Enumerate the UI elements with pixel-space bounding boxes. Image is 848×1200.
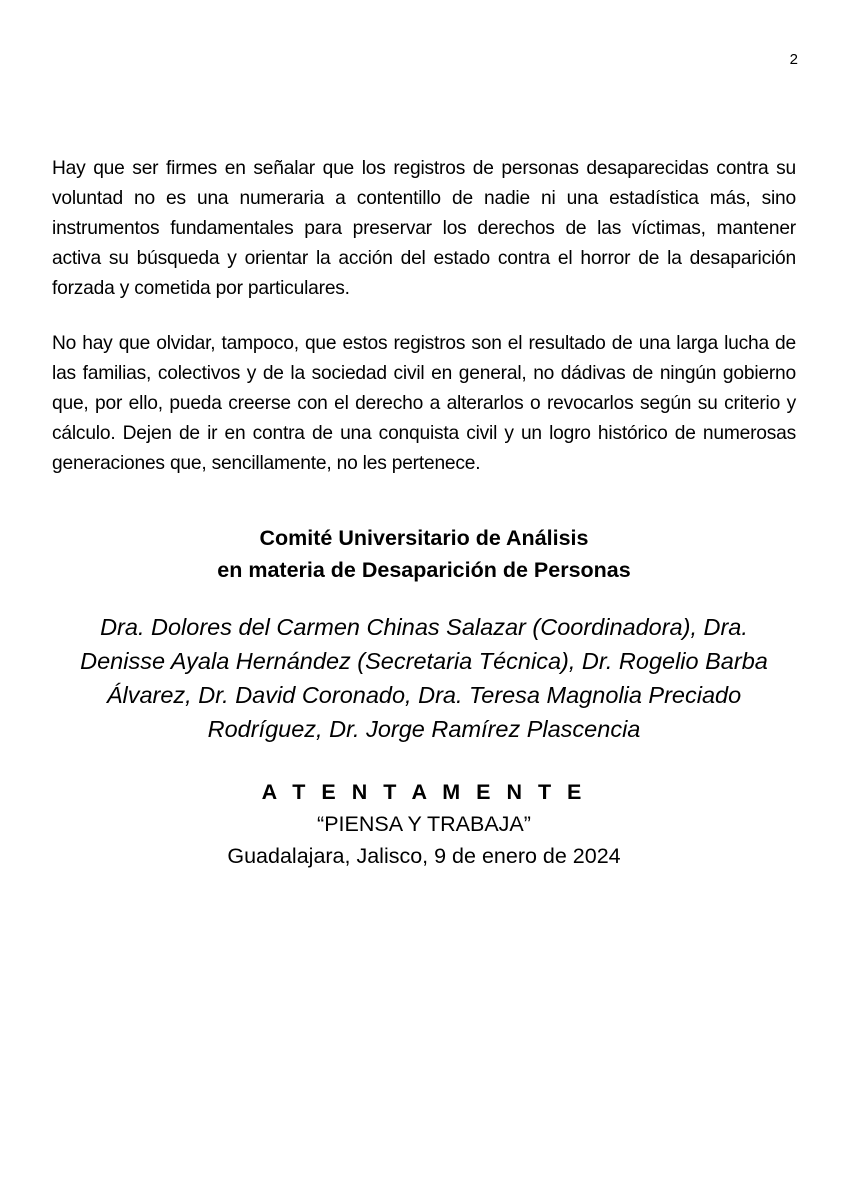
committee-name-line-1: Comité Universitario de Análisis: [259, 526, 589, 550]
paragraph-no-olvidar: No hay que olvidar, tampoco, que estos registros son el resultado de una larga lucha de las familias, colectivos y de la sociedad civil en general, no dádivas de ningún gobierno que, por ello, pueda creerse con el derecho a alterarlos o revocarlos según su criterio y cálculo. Dejen de ir en contra de una conquista civil y un logro histórico de numerosas generaciones que, sencillamente, no les pertenece.: [52, 333, 796, 474]
closing-salutation: A T E N T A M E N T E: [261, 780, 587, 804]
closing-motto: “PIENSA Y TRABAJA”: [317, 812, 531, 836]
paragraph-registros: Hay que ser firmes en señalar que los registros de personas desaparecidas contra su voluntad no es una numeraria a contentillo de nadie ni una estadística más, sino instrumentos fundamentales para preservar los derechos de las víctimas, mantener activa su búsqueda y orientar la acción del estado contra el horror de la desaparición forzada y cometida por particulares.: [52, 158, 796, 299]
body-text: [52, 154, 796, 504]
members-line: Rodríguez, Dr. Jorge Ramírez Plascencia: [207, 716, 641, 742]
closing-place-date: Guadalajara, Jalisco, 9 de enero de 2024: [227, 844, 621, 868]
committee-members: [40, 610, 808, 746]
closing-block: [40, 776, 808, 872]
signature-block: [40, 522, 808, 872]
committee-name-line-2: en materia de Desaparición de Personas: [217, 558, 631, 582]
members-line: Dra. Dolores del Carmen Chinas Salazar (Coordinadora), Dra.: [100, 614, 748, 640]
committee-name: [40, 522, 808, 586]
members-line: Álvarez, Dr. David Coronado, Dra. Teresa Magnolia Preciado: [106, 682, 742, 708]
page-number: 2: [789, 51, 798, 68]
members-line: Denisse Ayala Hernández (Secretaria Técnica), Dr. Rogelio Barba: [80, 648, 768, 674]
